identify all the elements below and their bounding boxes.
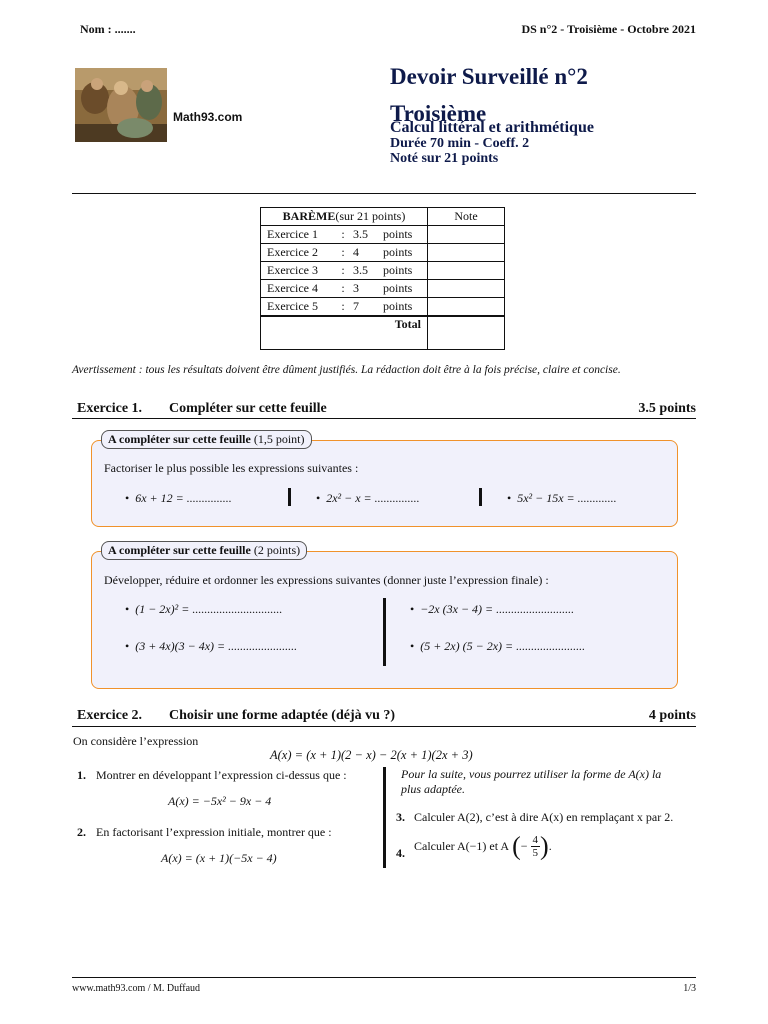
logo-painting-image	[75, 68, 167, 142]
title-block	[390, 64, 594, 166]
q4-number: 4.	[396, 846, 405, 860]
q1-text: Montrer en développant l’expression ci-dessus que :	[96, 768, 347, 782]
factorise-item-2[interactable]: • 2x² − x = ...............	[316, 491, 420, 505]
exercise2-divider	[72, 726, 696, 727]
develop-item-3[interactable]: • (3 + 4x)(3 − 4x) = .......................	[125, 639, 298, 653]
logo-text: Math93.com	[173, 110, 243, 124]
header-exam-info: DS n°2 - Troisième - Octobre 2021	[521, 22, 696, 36]
develop-box	[91, 543, 678, 689]
fraction: $\frac{4}{5}$	[532, 834, 539, 859]
student-name-field: Nom : .......	[80, 22, 136, 36]
exam-total-points: Noté sur 21 points	[390, 151, 499, 166]
develop-intro: Développer, réduire et ordonner les expressions suivantes (donner juste l’expression finale) :	[104, 573, 549, 587]
note-header: Note	[428, 208, 505, 226]
develop-item-1[interactable]: • (1 − 2x)² = ..............................	[125, 602, 283, 616]
factorise-intro: Factoriser le plus possible les expressions suivantes :	[104, 461, 359, 475]
q4-text: Calculer A(−1) et A (− $\frac{4}{5}$ ).	[414, 831, 552, 861]
q3-number: 3.	[396, 810, 405, 824]
bareme-header: BARÈME(sur 21 points)	[261, 208, 428, 226]
warning-text: Avertissement : tous les résultats doivent être dûment justifiés. La rédaction doit être à la fois précise, claire et concise.	[72, 364, 621, 376]
page-number: 1/3	[683, 983, 696, 994]
develop-item-4[interactable]: • (5 + 2x) (5 − 2x) = .......................	[410, 639, 586, 653]
bareme-row: Exercice 1 : 3.5 points	[261, 226, 505, 244]
column-separator	[288, 488, 291, 506]
note-cell[interactable]	[428, 298, 505, 317]
exam-title: Devoir Surveillé n°2	[390, 64, 588, 89]
q1-formula: A(x) = −5x² − 9x − 4	[168, 794, 272, 808]
factorise-item-1[interactable]: • 6x + 12 = ...............	[125, 491, 232, 505]
note-line-1: Pour la suite, vous pourrez utiliser la forme de A(x) la	[401, 767, 662, 781]
bareme-row: Exercice 5 : 7 points	[261, 298, 505, 317]
q3-text: Calculer A(2), c’est à dire A(x) en remplaçant x par 2.	[414, 810, 674, 824]
exam-duration: Durée 70 min - Coeff. 2	[390, 136, 530, 151]
factorise-item-3[interactable]: • 5x² − 15x = .............	[507, 491, 617, 505]
header-divider	[72, 193, 696, 194]
note-cell[interactable]	[428, 226, 505, 244]
bareme-row: Exercice 2 : 4 points	[261, 244, 505, 262]
note-line-2: plus adaptée.	[401, 782, 465, 796]
footer-divider	[72, 977, 696, 978]
q2-formula: A(x) = (x + 1)(−5x − 4)	[161, 851, 277, 865]
q2-number: 2.	[77, 825, 86, 839]
exercise2-intro: On considère l’expression	[73, 734, 199, 748]
develop-box-tag: A compléter sur cette feuille (2 points)	[101, 541, 307, 560]
develop-item-2[interactable]: • −2x (3x − 4) = ..........................	[410, 602, 575, 616]
bareme-table	[260, 207, 505, 350]
exam-subject: Calcul littéral et arithmétique	[390, 119, 594, 136]
bareme-total-row: Total	[261, 316, 505, 350]
exercise1-divider	[72, 418, 696, 419]
footer-source[interactable]: www.math93.com / M. Duffaud	[72, 983, 201, 994]
close-paren: )	[540, 831, 549, 861]
exam-level: Troisième	[390, 101, 487, 126]
column-separator	[383, 598, 386, 666]
expression-A: A(x) = (x + 1)(2 − x) − 2(x + 1)(2x + 3)	[270, 748, 473, 762]
note-cell[interactable]	[428, 280, 505, 298]
bareme-row: Exercice 4 : 3 points	[261, 280, 505, 298]
q2-text: En factorisant l’expression initiale, montrer que :	[96, 825, 332, 839]
note-cell[interactable]	[428, 244, 505, 262]
total-note-cell[interactable]	[428, 316, 505, 350]
open-paren: (	[512, 831, 521, 861]
bareme-row: Exercice 3 : 3.5 points	[261, 262, 505, 280]
q1-number: 1.	[77, 768, 86, 782]
column-separator	[479, 488, 482, 506]
column-separator	[383, 767, 386, 868]
factorise-box-tag: A compléter sur cette feuille (1,5 point)	[101, 430, 312, 449]
factorise-box	[91, 432, 678, 527]
note-cell[interactable]	[428, 262, 505, 280]
